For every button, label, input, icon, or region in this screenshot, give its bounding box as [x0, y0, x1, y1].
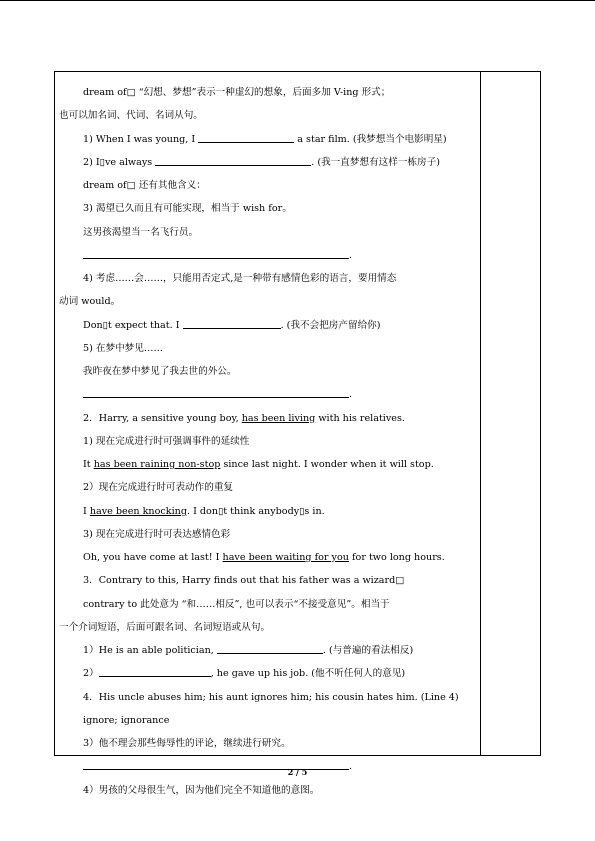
- text-line: 3．Contrary to this, Harry finds out that his father was a wizard□: [83, 575, 405, 587]
- text-line: I have been knocking. I don▯t think anybody▯s in.: [83, 505, 325, 517]
- text-line: 一个介词短语，后面可跟名词、名词短语或从句。: [59, 621, 271, 633]
- text-line: ignore; ignorance: [83, 714, 170, 726]
- answer-blank[interactable]: [198, 132, 294, 143]
- text-line: 1) 现在完成进行时可强调事件的延续性: [83, 435, 250, 447]
- exercise-line: 1）He is an able politician, . (与普遍的看法相反): [83, 645, 414, 656]
- answer-blank[interactable]: [83, 387, 349, 398]
- answer-blank[interactable]: [99, 666, 211, 677]
- text-line: dream of□ “幻想、梦想”表示一种虚幻的想象，后面多加 V-ing 形式；: [83, 87, 391, 98]
- text-line: 也可以加名词、代词、名词从句。: [59, 110, 203, 122]
- content-column: [59, 81, 475, 802]
- text-line: 5) 在梦中梦见……: [83, 342, 164, 354]
- text-line: 3) 现在完成进行时可表达感情色彩: [83, 528, 231, 540]
- text-line: 我昨夜在梦中梦见了我去世的外公。: [83, 366, 237, 377]
- text-line: 4．His uncle abuses him; his aunt ignores him; his cousin hates him. (Line 4): [83, 691, 459, 703]
- exercise-line: 2) I▯ve always . (我一直梦想有这样一栋房子): [83, 156, 440, 168]
- text-line: dream of□ 还有其他含义：: [83, 180, 206, 191]
- text-line: 动词 would。: [59, 296, 121, 308]
- text-line: contrary to 此处意为 “和……相反”, 也可以表示“不接受意见”。相当于: [83, 598, 390, 610]
- answer-blank[interactable]: [155, 155, 311, 166]
- text-line: 3）他不理会那些侮辱性的评论，继续进行研究。: [83, 738, 291, 749]
- exercise-line: .: [59, 383, 475, 406]
- exercise-line: .: [59, 244, 475, 267]
- exercise-line: 2） , he gave up his job. (他不听任何人的意见): [83, 668, 406, 680]
- answer-blank[interactable]: [83, 248, 349, 259]
- column-divider: [480, 72, 481, 755]
- text-line: 3) 渴望已久而且有可能实现，相当于 wish for。: [83, 203, 292, 215]
- exercise-line: .: [59, 755, 475, 778]
- exercise-line: 1) When I was young, I a star film. (我梦想当个电影明星): [83, 133, 447, 145]
- exercise-line: Don▯t expect that. I . (我不会把房产留给你): [83, 319, 381, 331]
- answer-blank[interactable]: [217, 643, 323, 654]
- answer-blank[interactable]: [183, 318, 281, 329]
- text-line: 这男孩渴望当一名飞行员。: [83, 226, 199, 238]
- text-line: Oh, you have come at last! I have been waiting for you for two long hours.: [83, 552, 445, 563]
- text-line: 4) 考虑……会……，只能用否定式,是一种带有感情色彩的语言，要用情态: [83, 273, 397, 284]
- top-rule: [0, 0, 595, 1]
- text-line: 4）男孩的父母很生气，因为他们完全不知道他的意图。: [83, 784, 320, 796]
- text-line: 2）现在完成进行时可表动作的重复: [83, 482, 234, 494]
- page-number: 2 / 5: [287, 767, 308, 777]
- text-line: 2．Harry, a sensitive young boy, has been living with his relatives.: [83, 412, 405, 424]
- text-line: It has been raining non-stop since last night. I wonder when it will stop.: [83, 459, 434, 470]
